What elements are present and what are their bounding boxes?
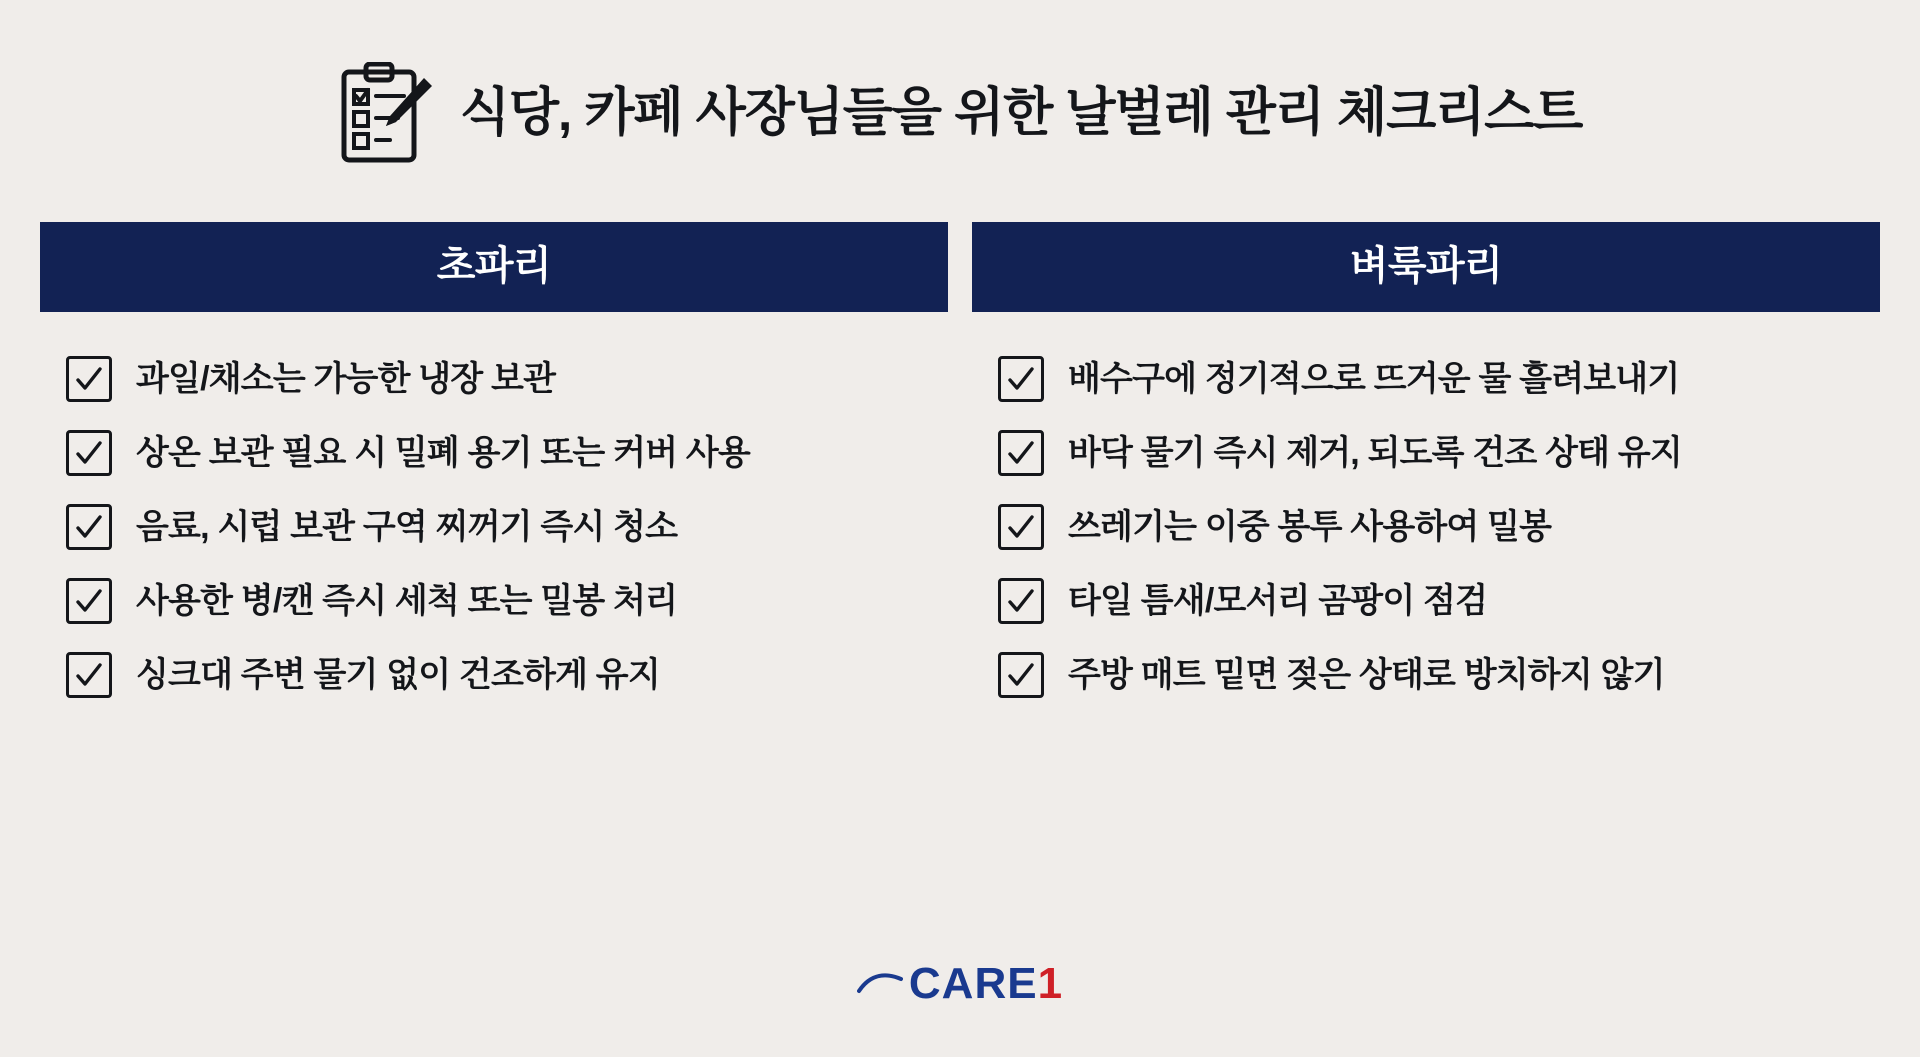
checklist-items-fruitfly <box>40 356 948 698</box>
list-item[interactable] <box>998 430 1880 476</box>
brand-accent: 1 <box>1037 959 1064 1008</box>
list-item[interactable] <box>998 652 1880 698</box>
poster-footer <box>0 959 1920 1057</box>
brand-logo <box>857 959 1063 1009</box>
checkbox-checked-icon[interactable] <box>66 578 112 624</box>
list-item[interactable] <box>998 356 1880 402</box>
list-item-label: 상온 보관 필요 시 밀폐 용기 또는 커버 사용 <box>136 433 750 472</box>
list-item-label: 싱크대 주변 물기 없이 건조하게 유지 <box>136 655 660 694</box>
list-item[interactable] <box>66 652 948 698</box>
poster-header <box>0 0 1920 166</box>
list-item-label: 바닥 물기 즉시 제거, 되도록 건조 상태 유지 <box>1068 433 1682 472</box>
list-item[interactable] <box>66 504 948 550</box>
swoosh-icon <box>857 971 903 997</box>
checkbox-checked-icon[interactable] <box>66 504 112 550</box>
checkbox-checked-icon[interactable] <box>66 652 112 698</box>
list-item-label: 사용한 병/캔 즉시 세척 또는 밀봉 처리 <box>136 581 678 620</box>
list-item-label: 주방 매트 밑면 젖은 상태로 방치하지 않기 <box>1068 655 1665 694</box>
list-item[interactable] <box>66 578 948 624</box>
list-item-label: 음료, 시럽 보관 구역 찌꺼기 즉시 청소 <box>136 507 678 546</box>
checklist-items-phoridfly <box>972 356 1880 698</box>
clipboard-checklist-icon <box>338 62 434 166</box>
checkbox-checked-icon[interactable] <box>998 652 1044 698</box>
list-item-label: 과일/채소는 가능한 냉장 보관 <box>136 359 556 398</box>
checkbox-checked-icon[interactable] <box>998 356 1044 402</box>
checklist-column-fruitfly <box>40 222 948 726</box>
checkbox-checked-icon[interactable] <box>998 430 1044 476</box>
checkbox-checked-icon[interactable] <box>998 578 1044 624</box>
page-title: 식당, 카페 사장님들을 위한 날벌레 관리 체크리스트 <box>459 84 1583 143</box>
brand-name: CARE <box>908 959 1038 1008</box>
list-item[interactable] <box>998 504 1880 550</box>
checkbox-checked-icon[interactable] <box>998 504 1044 550</box>
checklist-column-phoridfly <box>972 222 1880 726</box>
list-item[interactable] <box>66 430 948 476</box>
list-item-label: 배수구에 정기적으로 뜨거운 물 흘려보내기 <box>1068 359 1680 398</box>
list-item-label: 쓰레기는 이중 봉투 사용하여 밀봉 <box>1068 507 1552 546</box>
list-item[interactable] <box>998 578 1880 624</box>
list-item-label: 타일 틈새/모서리 곰팡이 점검 <box>1068 581 1488 620</box>
column-heading-fruitfly: 초파리 <box>40 222 948 312</box>
checkbox-checked-icon[interactable] <box>66 356 112 402</box>
checklist-columns <box>0 222 1920 726</box>
list-item[interactable] <box>66 356 948 402</box>
checkbox-checked-icon[interactable] <box>66 430 112 476</box>
column-heading-phoridfly: 벼룩파리 <box>972 222 1880 312</box>
